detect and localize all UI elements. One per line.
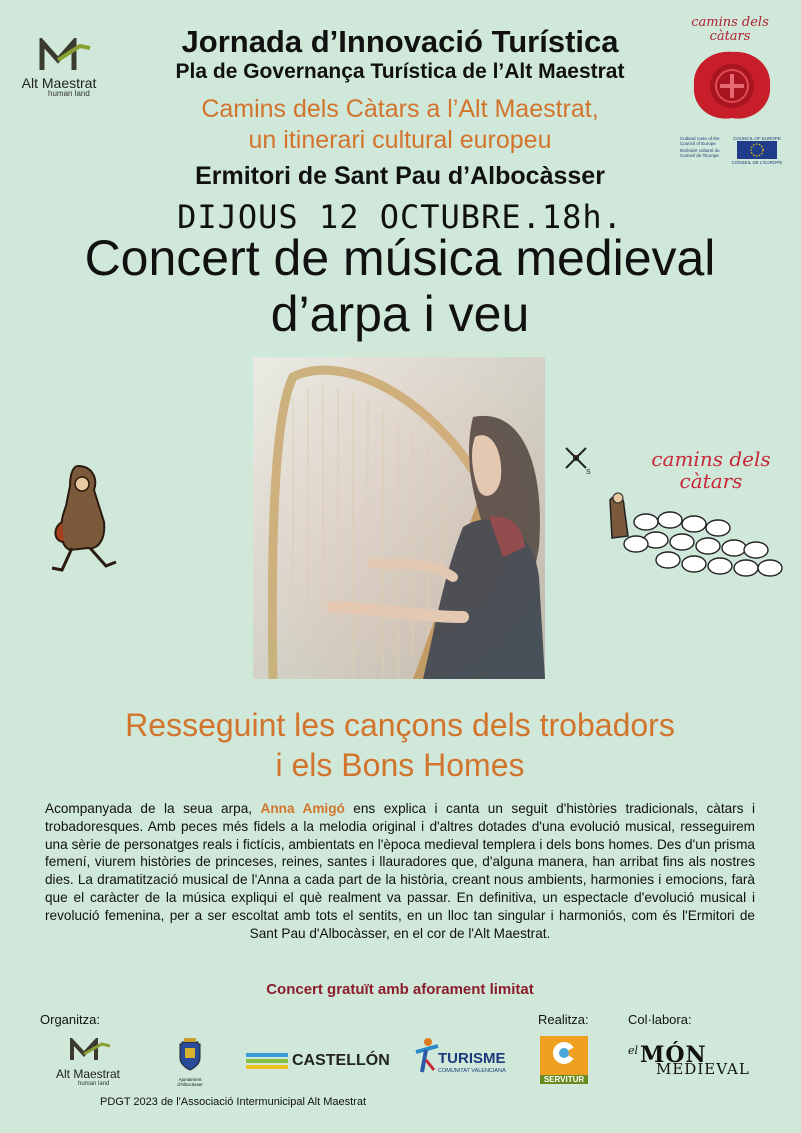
concert-title-line-2: d’arpa i veu [270, 286, 530, 342]
event-date: DIJOUS 12 OCTUBRE.18h. [177, 198, 623, 236]
svg-text:S: S [586, 469, 591, 476]
route-line-1: Camins dels Càtars a l’Alt Maestrat, [201, 95, 599, 123]
altmaestrat-mark-icon [14, 38, 104, 72]
event-subtitle: Pla de Governança Turística de l’Alt Maestrat [175, 60, 625, 83]
camins-seal-logo [684, 16, 784, 126]
concert-title [20, 230, 780, 342]
wax-seal-icon [684, 44, 780, 124]
harpist-photo [253, 357, 545, 679]
coe-name-fr: CONSEIL DE L'EUROPE [731, 160, 783, 165]
venue-name: Ermitori de Sant Pau d’Albocàsser [195, 162, 605, 190]
mon-medieval-logo [628, 1044, 768, 1078]
footer-credit: PDGT 2023 de l'Associació Intermunicipal Alt Maestrat [100, 1096, 367, 1108]
castellon-text: CASTELLÓN [292, 1052, 390, 1069]
altmaestrat-footer-tag: human land [78, 1081, 110, 1087]
walking-monk-icon [48, 462, 120, 574]
turisme-figure-icon [412, 1036, 440, 1076]
section-heading-line-1: Resseguint les cançons dels trobadors [125, 707, 675, 743]
altmaestrat-footer-logo [46, 1038, 130, 1090]
turisme-subtext: COMUNITAT VALENCIANA [438, 1068, 506, 1074]
camins-illustration-text: camins dels càtars [651, 447, 771, 493]
servitur-logo [540, 1036, 588, 1082]
servitur-mark-icon [540, 1036, 588, 1070]
collabora-label: Col·labora: [628, 1012, 692, 1027]
camins-seal-text: camins dels càtars [691, 15, 769, 44]
ajuntament-albocasser-logo [170, 1036, 210, 1092]
altmaestrat-tag: human land [48, 89, 90, 98]
altmaestrat-logo [14, 38, 104, 98]
free-entry-note: Concert gratuït amb aforament limitat [266, 981, 534, 998]
coe-route-fr: Itinéraire culturel du Conseil de l'Europe [680, 148, 720, 158]
coe-name-en: COUNCIL OF EUROPE [733, 136, 781, 141]
organitza-label: Organitza: [40, 1012, 100, 1027]
castellon-stripes-icon [246, 1052, 288, 1070]
sheep-flock-icon [596, 440, 786, 590]
mon-medieval-medieval: MEDIEVAL [656, 1060, 750, 1078]
servitur-text: SERVITUR [540, 1075, 588, 1084]
coe-route-en: Cultural route of the Council of Europe [680, 136, 720, 146]
ajuntament-label: Ajuntament d'Albocàsser [177, 1077, 203, 1087]
description-post: ens explica i canta un seguit d'històries tradicionals, càtars i trobadoresques. Amb peces més fidels a la melodia original i d'altres dotades d'una evolució musical, resseguirem una sèrie de personatges reals i fictícis, ambientats en l'època medieval templera i dels bons homes. Des d'un prisma femení, viurem històries de princeses, reines, santes i llauradores que, d'alguna manera, han arribat fins als nostres dies. La dramatització musical de l'Anna a cada part de la història, creant nous ambients, harmonies i emocions, farà que el caràcter de la música expliqui el què realment va passar. En definitiva, un espectacle d'evolució musical i revolució femenina, per a ser escoltat amb tots el sentits, en un lloc tan singular i harmoniós, com és l'Ermitori de Sant Pau d'Albocàsser, en el cor de l'Alt Maestrat. [45, 801, 756, 941]
castellon-logo [246, 1052, 390, 1072]
compass-icon [560, 444, 594, 476]
description-paragraph [45, 800, 755, 942]
section-heading-line-2: i els Bons Homes [275, 747, 525, 783]
event-title: Jornada d’Innovació Turística [181, 24, 619, 59]
altmaestrat-footer-mark-icon [46, 1038, 130, 1062]
coe-flag-icon [737, 141, 777, 159]
turisme-text: TURISME [438, 1050, 506, 1067]
altmaestrat-name: Alt Maestrat [21, 75, 97, 91]
route-line-2: un itinerari cultural europeu [248, 126, 552, 154]
realitza-label: Realitza: [538, 1012, 589, 1027]
section-heading [40, 705, 760, 785]
coat-of-arms-icon [176, 1036, 204, 1072]
turisme-cv-logo [412, 1036, 512, 1080]
route-subtitle [120, 94, 680, 156]
mon-medieval-el: el [628, 1044, 639, 1057]
performer-name: Anna Amigó [260, 801, 345, 816]
description-pre: Acompanyada de la seua arpa, [45, 801, 261, 816]
altmaestrat-footer-name: Alt Maestrat [55, 1067, 121, 1081]
concert-title-line-1: Concert de música medieval [84, 230, 716, 286]
mon-medieval-mon: MÓN [640, 1042, 707, 1068]
camins-illustration [596, 440, 786, 590]
